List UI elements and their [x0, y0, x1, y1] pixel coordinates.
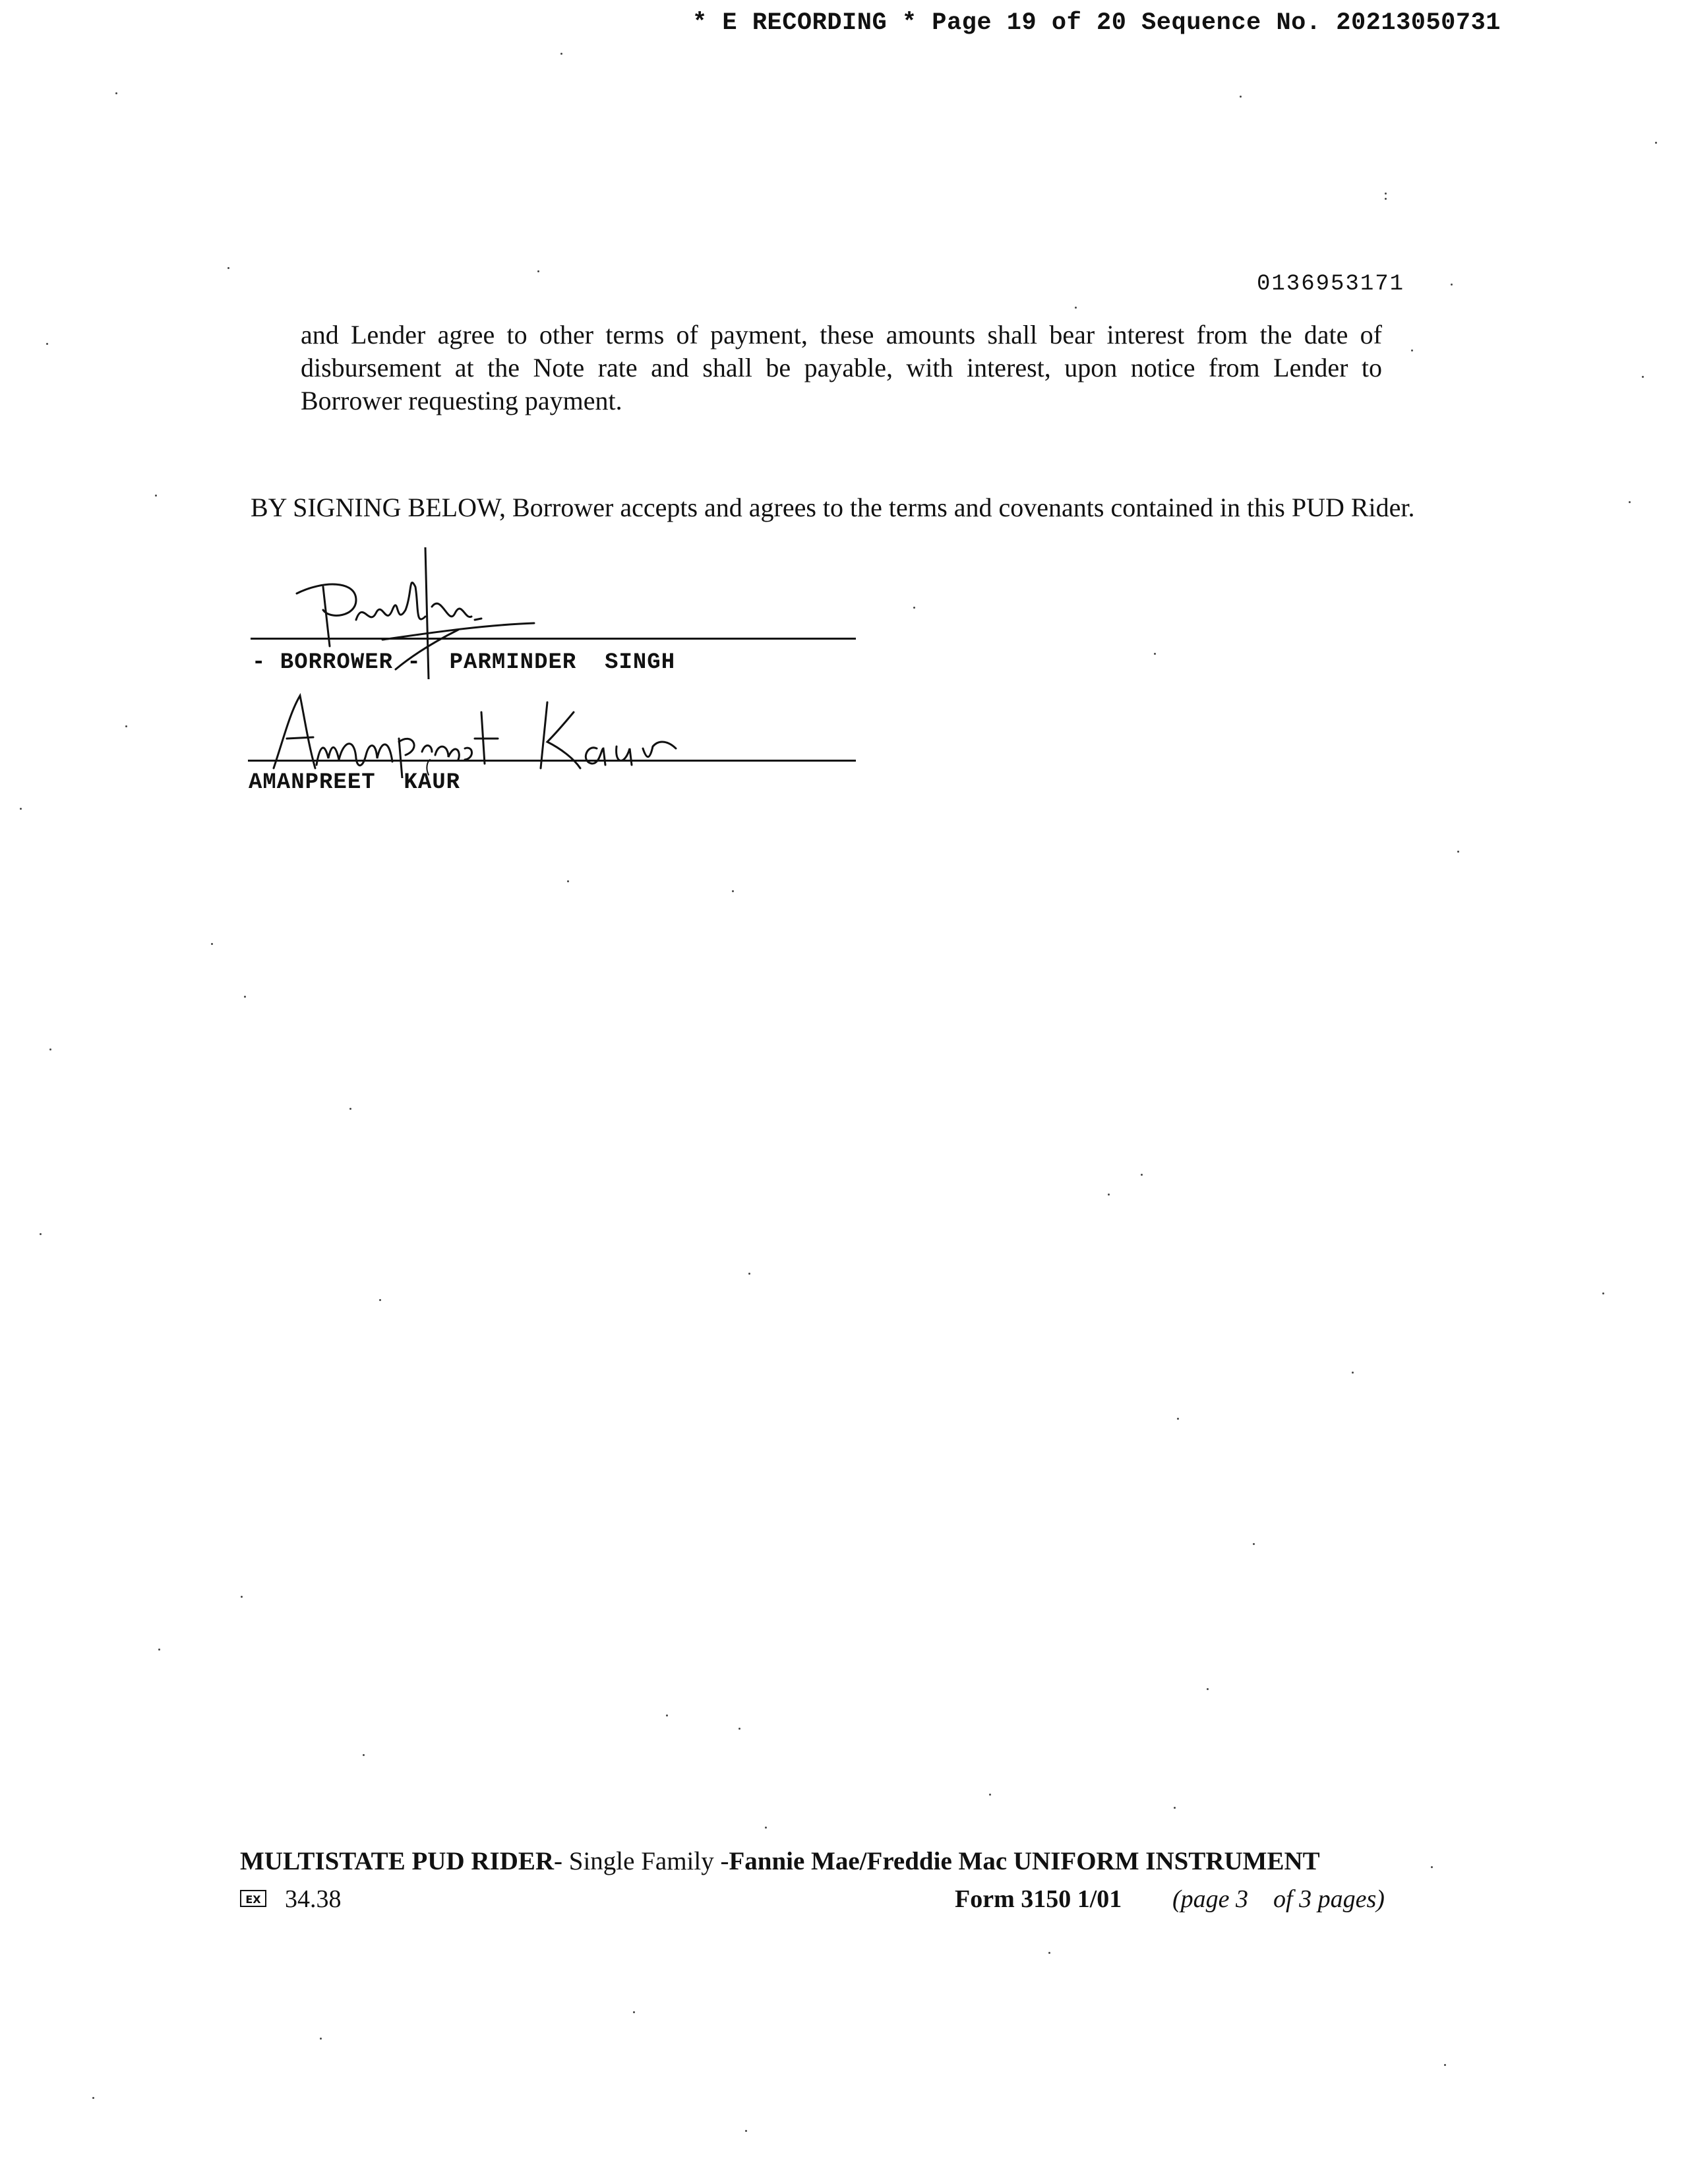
- page-info: (page 3 of 3 pages): [1172, 1885, 1385, 1913]
- signer-label-amanpreet: AMANPREET KAUR: [249, 770, 461, 795]
- signer-label-parminder: - BORROWER - PARMINDER SINGH: [252, 650, 676, 675]
- recording-header: * E RECORDING * Page 19 of 20 Sequence No. 20213050731: [692, 9, 1501, 37]
- footer-form-info: [240, 1885, 1401, 1918]
- form-code: 34.38: [285, 1885, 342, 1913]
- footer-title-bold: MULTISTATE PUD RIDER: [240, 1847, 555, 1875]
- footer-title-family: - Single Family -: [554, 1847, 729, 1875]
- form-number: Form 3150 1/01: [955, 1885, 1122, 1913]
- loan-number: 0136953171: [1257, 272, 1405, 297]
- form-software-icon: EX: [240, 1890, 266, 1907]
- continued-paragraph: and Lender agree to other terms of payment, these amounts shall bear interest from the date of disbursement at the Note rate and shall be payable, with interest, upon notice from Lender to Borrower requesting payment.: [301, 320, 1382, 415]
- signature-line-2: [248, 760, 856, 762]
- signing-statement: BY SIGNING BELOW, Borrower accepts and agrees to the terms and covenants contained in this PUD Rider.: [251, 493, 1415, 522]
- borrower-signature-amanpreet: [264, 686, 738, 778]
- signature-line-1: [251, 638, 856, 640]
- footer-title-instrument: Fannie Mae/Freddie Mac UNIFORM INSTRUMENT: [729, 1847, 1320, 1875]
- footer-form-title: [240, 1846, 1320, 1876]
